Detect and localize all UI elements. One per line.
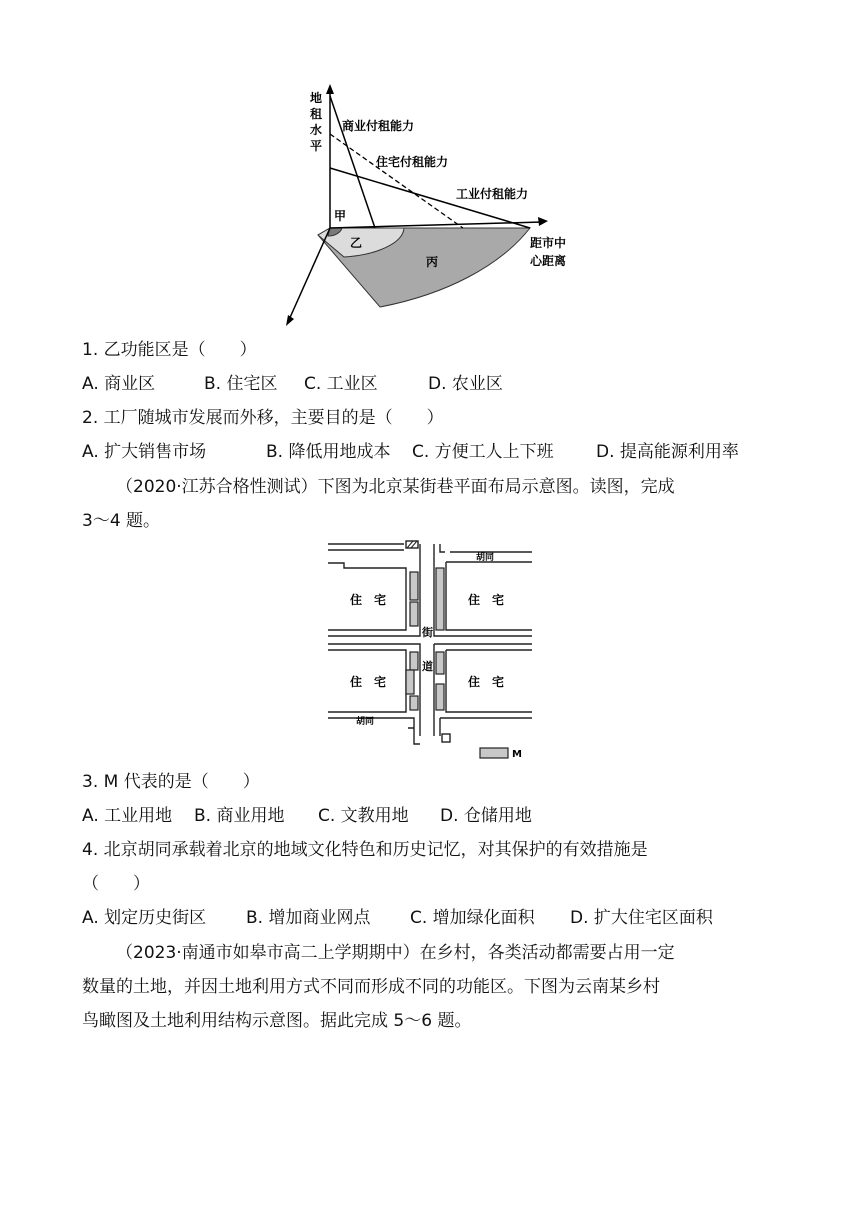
residential-curve	[330, 134, 463, 228]
m-shop	[410, 652, 418, 670]
y-axis-arrow	[326, 84, 334, 94]
legend-m-swatch	[480, 748, 508, 758]
q4-option-a: A. 划定历史街区	[82, 908, 207, 928]
residential-curve-label: 住宅付租能力	[376, 155, 449, 169]
block-label-top-left: 住 宅	[350, 593, 387, 607]
zone-bing-label: 丙	[426, 255, 439, 269]
bid-rent-diagram	[280, 82, 580, 332]
m-shop	[410, 572, 418, 600]
q3-option-d: D. 仓储用地	[440, 806, 532, 826]
street-label-1: 街	[422, 626, 433, 639]
m-shop	[436, 652, 444, 674]
q3-option-c: C. 文教用地	[318, 806, 409, 826]
z-axis	[288, 228, 330, 322]
x-axis-label-2: 心距离	[530, 254, 567, 268]
m-shop	[406, 670, 414, 694]
q4-option-c: C. 增加绿化面积	[410, 908, 535, 928]
question-1-options	[82, 372, 503, 396]
block-top-left-outline	[328, 544, 420, 636]
x-axis-label-1: 距市中	[530, 236, 567, 250]
x-axis	[330, 222, 542, 228]
zone-jia-label: 甲	[334, 209, 347, 223]
intro2-line2: 3～4 题。	[82, 511, 161, 531]
street-corner-marker-bottom	[442, 734, 450, 742]
question-3-stem: 3. M 代表的是（ ）	[82, 772, 260, 792]
marker-hatch	[407, 541, 417, 548]
q4-option-d: D. 扩大住宅区面积	[570, 908, 713, 928]
block-label-bottom-left: 住 宅	[350, 675, 387, 689]
x-axis-arrow	[538, 217, 548, 226]
q2-option-b: B. 降低用地成本	[266, 442, 391, 462]
m-shop	[410, 696, 418, 710]
question-2-options	[82, 440, 739, 464]
q3-option-b: B. 商业用地	[194, 806, 285, 826]
y-axis-label-3: 水	[310, 123, 323, 137]
commercial-curve-label: 商业付租能力	[342, 119, 415, 133]
block-bottom-right-outline	[434, 644, 532, 736]
industrial-curve-label: 工业付租能力	[456, 187, 529, 201]
intro3-line3: 鸟瞰图及土地利用结构示意图。据此完成 5～6 题。	[82, 1011, 472, 1031]
q1-option-a: A. 商业区	[82, 374, 156, 394]
z-axis-arrow	[286, 315, 294, 326]
question-1-stem: 1. 乙功能区是（ ）	[82, 340, 257, 360]
lane-label-bottom: 胡同	[356, 717, 375, 727]
block-label-bottom-right: 住 宅	[468, 675, 505, 689]
y-axis-label-2: 租	[310, 107, 323, 121]
q2-option-d: D. 提高能源利用率	[596, 442, 739, 462]
street-label-2: 道	[422, 660, 433, 673]
lane-label-top: 胡同	[476, 553, 495, 563]
legend-m-label: M	[512, 749, 522, 760]
q2-option-a: A. 扩大销售市场	[82, 442, 207, 462]
m-shop	[410, 602, 418, 626]
q3-option-a: A. 工业用地	[82, 806, 173, 826]
m-shop	[436, 568, 444, 630]
question-4-options	[82, 906, 713, 930]
question-2-stem: 2. 工厂随城市发展而外移，主要目的是（ ）	[82, 408, 444, 428]
intro-questions-5-6	[82, 936, 782, 1038]
question-3-options	[82, 804, 532, 828]
y-axis-label-1: 地	[310, 91, 323, 105]
y-axis-label-4: 平	[310, 139, 323, 153]
q1-option-b: B. 住宅区	[204, 374, 278, 394]
q4-option-b: B. 增加商业网点	[246, 908, 371, 928]
question-4-stem-line2: （ ）	[82, 874, 150, 894]
block-label-top-right: 住 宅	[468, 593, 505, 607]
q1-option-c: C. 工业区	[304, 374, 378, 394]
question-4-stem-line1: 4. 北京胡同承载着北京的地域文化特色和历史记忆，对其保护的有效措施是	[82, 840, 648, 860]
intro3-line2: 数量的土地，并因土地利用方式不同而形成不同的功能区。下图为云南某乡村	[82, 977, 660, 997]
m-shop	[436, 684, 444, 710]
zone-yi-label: 乙	[350, 236, 363, 250]
intro-questions-3-4	[82, 470, 782, 538]
street-layout-diagram	[320, 538, 540, 764]
intro2-line1: （2020·江苏合格性测试）下图为北京某街巷平面布局示意图。读图，完成	[116, 477, 675, 497]
q1-option-d: D. 农业区	[428, 374, 503, 394]
intro3-line1: （2023·南通市如皋市高二上学期期中）在乡村，各类活动都需要占用一定	[116, 943, 675, 963]
q2-option-c: C. 方便工人上下班	[412, 442, 554, 462]
